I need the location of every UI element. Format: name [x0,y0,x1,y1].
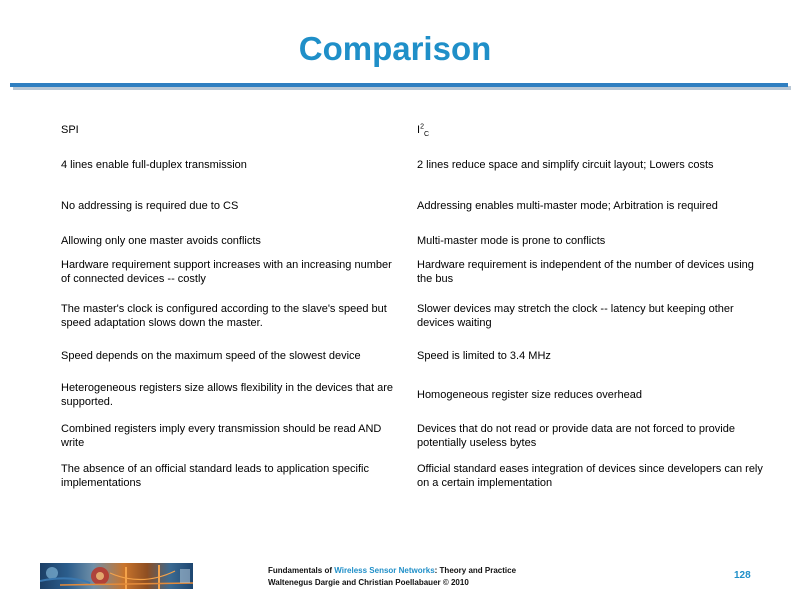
slide-title: Comparison [298,30,492,67]
spi-cell [61,456,396,496]
i2c-cell [417,150,772,180]
header-i2c-base: I [417,124,421,136]
spi-text: Speed depends on the maximum speed of the slowest device [61,350,361,362]
i2c-cell [417,416,772,456]
i2c-text: Speed is limited to 3.4 MHz [417,350,551,362]
i2c-text: Multi-master mode is prone to conflicts [417,235,606,247]
i2c-cell [417,250,772,294]
spi-cell [61,338,396,374]
table-row [55,374,775,416]
footer-title-before: Fundamentals of [268,566,335,575]
spi-text: No addressing is required due to CS [61,200,239,212]
i2c-cell [417,294,772,338]
header-spi-label: SPI [61,124,79,136]
spi-cell [61,374,396,416]
spi-text: Heterogeneous registers size allows flexibility in the devices that are supported. [61,382,393,408]
i2c-cell [417,338,772,374]
table-row [55,150,775,180]
footer-title-after: : Theory and Practice [434,566,517,575]
spi-cell [61,416,396,456]
footer-citation [268,565,516,589]
i2c-cell [417,232,772,250]
spi-text: The absence of an official standard leads to application specific implementations [61,463,369,489]
page-number: 128 [734,570,751,581]
footer-title-highlight: Wireless Sensor Networks [334,566,435,575]
spi-cell [61,150,396,180]
table-row [55,416,775,456]
bridge-collage-graphic [40,563,193,589]
spi-cell [61,180,396,232]
footer-banner-image [40,563,193,589]
header-i2c-label [417,123,429,137]
spi-cell [61,250,396,294]
spi-text: 4 lines enable full-duplex transmission [61,159,247,171]
table-row [55,232,775,250]
table-row [55,294,775,338]
i2c-text: Addressing enables multi-master mode; Arbitration is required [417,200,718,212]
i2c-cell [417,374,772,416]
title-rule [10,83,788,87]
table-row [55,250,775,294]
i2c-text: Homogeneous register size reduces overhead [417,389,643,401]
i2c-text: Official standard eases integration of devices since developers can rely on a certain implementation [417,463,763,489]
table-row [55,180,775,232]
spi-text: Allowing only one master avoids conflicts [61,235,261,247]
i2c-text: Hardware requirement is independent of the number of devices using the bus [417,259,754,285]
header-i2c [417,110,772,150]
i2c-text: Devices that do not read or provide data are not forced to provide potentially useless bytes [417,423,735,449]
i2c-cell [417,456,772,496]
spi-cell [61,232,396,250]
footer-authors: Waltenegus Dargie and Christian Poellabauer © 2010 [268,578,469,587]
header-i2c-sup: 2 [420,123,424,131]
header-i2c-sub: C [423,131,430,139]
table-row [55,456,775,496]
comparison-table [55,110,775,496]
i2c-text: Slower devices may stretch the clock -- latency but keeping other devices waiting [417,303,734,329]
spi-text: The master's clock is configured according to the slave's speed but speed adaptation slows down the master. [61,303,387,329]
table-row [55,338,775,374]
table-header-row [55,110,775,150]
footer-book-title [268,565,516,577]
spi-cell [61,294,396,338]
spi-text: Hardware requirement support increases with an increasing number of connected devices -- costly [61,259,392,285]
header-spi [61,110,396,150]
i2c-cell [417,180,772,232]
i2c-text: 2 lines reduce space and simplify circuit layout; Lowers costs [417,159,714,171]
spi-text: Combined registers imply every transmission should be read AND write [61,423,382,449]
